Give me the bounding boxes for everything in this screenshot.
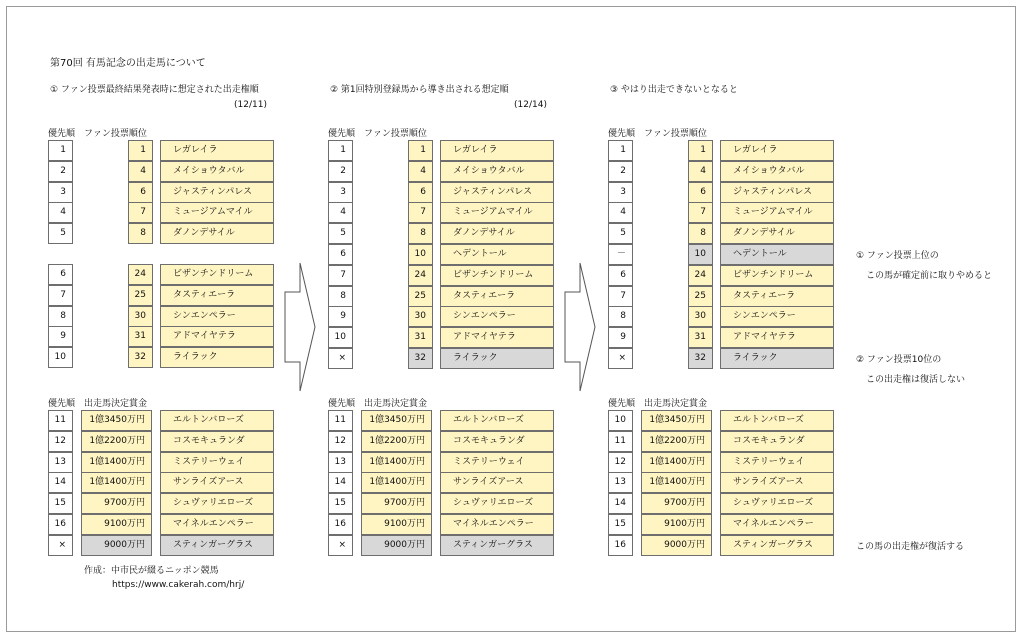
horse-name-cell: ダノンデサイル [720, 223, 834, 244]
priority-cell: 10 [48, 347, 73, 368]
horse-name-cell: マイネルエンペラー [720, 514, 834, 535]
fan-rank-cell: 25 [408, 286, 433, 307]
fan-rank-cell: 24 [408, 265, 433, 286]
horse-name-cell: エルトンバローズ [160, 410, 274, 431]
panel1-date: (12/11) [234, 100, 267, 110]
horse-name-cell: スティンガーグラス [720, 535, 834, 556]
priority-cell: 8 [328, 286, 353, 307]
column-header-priority: 優先順 [48, 399, 76, 409]
priority-cell: 3 [328, 182, 353, 203]
prize-amount-cell: 9000万円 [81, 535, 152, 556]
priority-cell: 4 [608, 202, 633, 223]
horse-name-cell: タスティエーラ [720, 286, 834, 307]
fan-rank-cell: 4 [408, 161, 433, 182]
column-header-prize: 出走馬決定賞金 [84, 399, 148, 409]
priority-cell: 10 [608, 410, 633, 431]
horse-name-cell: タスティエーラ [160, 285, 274, 306]
horse-name-cell: シンエンペラー [440, 306, 554, 327]
fan-rank-cell: 8 [408, 223, 433, 244]
priority-cell: 10 [328, 327, 353, 348]
horse-name-cell: メイショウタバル [160, 161, 274, 182]
priority-cell: 14 [328, 472, 353, 493]
panel2-date: (12/14) [514, 100, 547, 110]
priority-cell: 8 [48, 306, 73, 327]
credit-url: https://www.cakerah.com/hrj/ [112, 580, 245, 590]
priority-cell: 1 [48, 140, 73, 161]
priority-cell: 9 [48, 326, 73, 347]
horse-name-cell: サンライズアース [160, 472, 274, 493]
prize-amount-cell: 9100万円 [641, 514, 712, 535]
prize-amount-cell: 9100万円 [361, 514, 432, 535]
fan-rank-cell: 30 [128, 306, 153, 327]
fan-rank-cell: 31 [688, 327, 713, 348]
horse-name-cell: ジャスティンパレス [720, 182, 834, 203]
credit-text: 作成：中市民が綴るニッポン競馬 [84, 566, 219, 576]
fan-rank-cell: 30 [688, 306, 713, 327]
horse-name-cell: ヘデントール [440, 244, 554, 265]
prize-amount-cell: 1億2200万円 [641, 431, 712, 452]
horse-name-cell: マイネルエンペラー [160, 514, 274, 535]
fan-rank-cell: 10 [688, 244, 713, 265]
prize-amount-cell: 1億2200万円 [361, 431, 432, 452]
priority-cell: 5 [608, 223, 633, 244]
horse-name-cell: ヘデントール [720, 244, 834, 265]
fan-rank-cell: 4 [128, 161, 153, 182]
horse-name-cell: レガレイラ [160, 140, 274, 161]
priority-cell: 15 [48, 493, 73, 514]
prize-amount-cell: 9700万円 [361, 493, 432, 514]
fan-rank-cell: 25 [128, 285, 153, 306]
fan-rank-cell: 31 [128, 326, 153, 347]
priority-cell: 7 [608, 286, 633, 307]
horse-name-cell: レガレイラ [720, 140, 834, 161]
panel2-heading: ② 第1回特別登録馬から導き出される想定順 [330, 85, 509, 95]
fan-rank-cell: 8 [688, 223, 713, 244]
priority-cell: × [328, 348, 353, 369]
fan-rank-cell: 31 [408, 327, 433, 348]
priority-cell: 3 [608, 182, 633, 203]
priority-cell: 3 [48, 182, 73, 203]
prize-amount-cell: 1億3450万円 [641, 410, 712, 431]
fan-rank-cell: 24 [128, 264, 153, 285]
priority-cell: 9 [608, 327, 633, 348]
horse-name-cell: スティンガーグラス [440, 535, 554, 556]
priority-cell: 6 [48, 264, 73, 285]
prize-amount-cell: 1億3450万円 [81, 410, 152, 431]
priority-cell: × [608, 348, 633, 369]
horse-name-cell: ダノンデサイル [440, 223, 554, 244]
horse-name-cell: ライラック [440, 348, 554, 369]
horse-name-cell: マイネルエンペラー [440, 514, 554, 535]
fan-rank-cell: 4 [688, 161, 713, 182]
priority-cell: 13 [328, 452, 353, 473]
panel3-heading: ③ やはり出走できないとなると [610, 85, 738, 95]
fan-rank-cell: 8 [128, 223, 153, 244]
arrow-right-icon [284, 262, 316, 392]
horse-name-cell: コスモキュランダ [160, 431, 274, 452]
horse-name-cell: タスティエーラ [440, 286, 554, 307]
horse-name-cell: シンエンペラー [160, 306, 274, 327]
horse-name-cell: レガレイラ [440, 140, 554, 161]
horse-name-cell: ライラック [720, 348, 834, 369]
priority-cell: 6 [608, 265, 633, 286]
horse-name-cell: サンライズアース [720, 472, 834, 493]
priority-cell: 2 [48, 161, 73, 182]
horse-name-cell: ミステリーウェイ [440, 452, 554, 473]
priority-cell: 8 [608, 306, 633, 327]
prize-amount-cell: 1億1400万円 [641, 452, 712, 473]
priority-cell: － [608, 244, 633, 265]
horse-name-cell: ビザンチンドリーム [160, 264, 274, 285]
fan-rank-cell: 32 [408, 348, 433, 369]
priority-cell: 16 [608, 535, 633, 556]
priority-cell: 15 [608, 514, 633, 535]
priority-cell: 1 [328, 140, 353, 161]
priority-cell: × [328, 535, 353, 556]
fan-rank-cell: 7 [688, 202, 713, 223]
horse-name-cell: スティンガーグラス [160, 535, 274, 556]
priority-cell: 2 [608, 161, 633, 182]
panel1-heading: ① ファン投票最終結果発表時に想定された出走権順 [50, 85, 259, 95]
horse-name-cell: コスモキュランダ [720, 431, 834, 452]
fan-rank-cell: 7 [128, 202, 153, 223]
priority-cell: 5 [48, 223, 73, 244]
horse-name-cell: ミュージアムマイル [440, 202, 554, 223]
prize-amount-cell: 9000万円 [361, 535, 432, 556]
horse-name-cell: メイショウタバル [440, 161, 554, 182]
horse-name-cell: ミュージアムマイル [720, 202, 834, 223]
priority-cell: 2 [328, 161, 353, 182]
prize-amount-cell: 1億2200万円 [81, 431, 152, 452]
horse-name-cell: シュヴァリエローズ [440, 493, 554, 514]
horse-name-cell: アドマイヤテラ [720, 327, 834, 348]
fan-rank-cell: 6 [688, 182, 713, 203]
horse-name-cell: サンライズアース [440, 472, 554, 493]
priority-cell: 7 [328, 265, 353, 286]
priority-cell: 13 [608, 472, 633, 493]
column-header-fan-rank: ファン投票順位 [364, 129, 427, 139]
horse-name-cell: シュヴァリエローズ [160, 493, 274, 514]
priority-cell: 14 [48, 472, 73, 493]
horse-name-cell: ジャスティンパレス [160, 182, 274, 203]
prize-amount-cell: 1億1400万円 [641, 472, 712, 493]
horse-name-cell: ライラック [160, 347, 274, 368]
priority-cell: 6 [328, 244, 353, 265]
prize-amount-cell: 9000万円 [641, 535, 712, 556]
note1-line1: ① ファン投票上位の [856, 251, 939, 261]
horse-name-cell: ダノンデサイル [160, 223, 274, 244]
priority-cell: 4 [328, 202, 353, 223]
prize-amount-cell: 1億1400万円 [361, 452, 432, 473]
column-header-priority: 優先順 [608, 129, 636, 139]
page-title: 第70回 有馬記念の出走馬について [50, 58, 206, 69]
priority-cell: 5 [328, 223, 353, 244]
column-header-fan-rank: ファン投票順位 [84, 129, 147, 139]
prize-amount-cell: 1億1400万円 [361, 472, 432, 493]
priority-cell: 12 [328, 431, 353, 452]
priority-cell: 11 [48, 410, 73, 431]
horse-name-cell: アドマイヤテラ [440, 327, 554, 348]
horse-name-cell: エルトンバローズ [440, 410, 554, 431]
prize-amount-cell: 9700万円 [81, 493, 152, 514]
horse-name-cell: アドマイヤテラ [160, 326, 274, 347]
horse-name-cell: コスモキュランダ [440, 431, 554, 452]
priority-cell: 7 [48, 285, 73, 306]
priority-cell: × [48, 535, 73, 556]
priority-cell: 11 [608, 431, 633, 452]
fan-rank-cell: 32 [128, 347, 153, 368]
prize-amount-cell: 1億1400万円 [81, 452, 152, 473]
horse-name-cell: メイショウタバル [720, 161, 834, 182]
prize-amount-cell: 9100万円 [81, 514, 152, 535]
fan-rank-cell: 10 [408, 244, 433, 265]
priority-cell: 11 [328, 410, 353, 431]
fan-rank-cell: 24 [688, 265, 713, 286]
priority-cell: 4 [48, 202, 73, 223]
prize-amount-cell: 1億1400万円 [81, 472, 152, 493]
horse-name-cell: ビザンチンドリーム [440, 265, 554, 286]
priority-cell: 16 [328, 514, 353, 535]
priority-cell: 14 [608, 493, 633, 514]
column-header-fan-rank: ファン投票順位 [644, 129, 707, 139]
column-header-priority: 優先順 [328, 399, 356, 409]
priority-cell: 12 [608, 452, 633, 473]
note2-line2: この出走権は復活しない [866, 375, 966, 385]
note1-line2: この馬が確定前に取りやめると [866, 271, 993, 281]
note3: この馬の出走権が復活する [856, 542, 965, 552]
column-header-prize: 出走馬決定賞金 [644, 399, 708, 409]
priority-cell: 1 [608, 140, 633, 161]
column-header-priority: 優先順 [608, 399, 636, 409]
priority-cell: 13 [48, 452, 73, 473]
fan-rank-cell: 7 [408, 202, 433, 223]
fan-rank-cell: 1 [128, 140, 153, 161]
column-header-priority: 優先順 [328, 129, 356, 139]
horse-name-cell: シンエンペラー [720, 306, 834, 327]
fan-rank-cell: 32 [688, 348, 713, 369]
column-header-prize: 出走馬決定賞金 [364, 399, 428, 409]
priority-cell: 9 [328, 306, 353, 327]
horse-name-cell: ミステリーウェイ [160, 452, 274, 473]
prize-amount-cell: 9700万円 [641, 493, 712, 514]
fan-rank-cell: 1 [408, 140, 433, 161]
horse-name-cell: エルトンバローズ [720, 410, 834, 431]
prize-amount-cell: 1億3450万円 [361, 410, 432, 431]
horse-name-cell: ミュージアムマイル [160, 202, 274, 223]
fan-rank-cell: 25 [688, 286, 713, 307]
horse-name-cell: ミステリーウェイ [720, 452, 834, 473]
priority-cell: 15 [328, 493, 353, 514]
horse-name-cell: シュヴァリエローズ [720, 493, 834, 514]
horse-name-cell: ジャスティンパレス [440, 182, 554, 203]
arrow-right-icon [564, 262, 596, 392]
note2-line1: ② ファン投票10位の [856, 355, 942, 365]
priority-cell: 12 [48, 431, 73, 452]
horse-name-cell: ビザンチンドリーム [720, 265, 834, 286]
column-header-priority: 優先順 [48, 129, 76, 139]
fan-rank-cell: 6 [128, 182, 153, 203]
fan-rank-cell: 30 [408, 306, 433, 327]
fan-rank-cell: 6 [408, 182, 433, 203]
fan-rank-cell: 1 [688, 140, 713, 161]
priority-cell: 16 [48, 514, 73, 535]
